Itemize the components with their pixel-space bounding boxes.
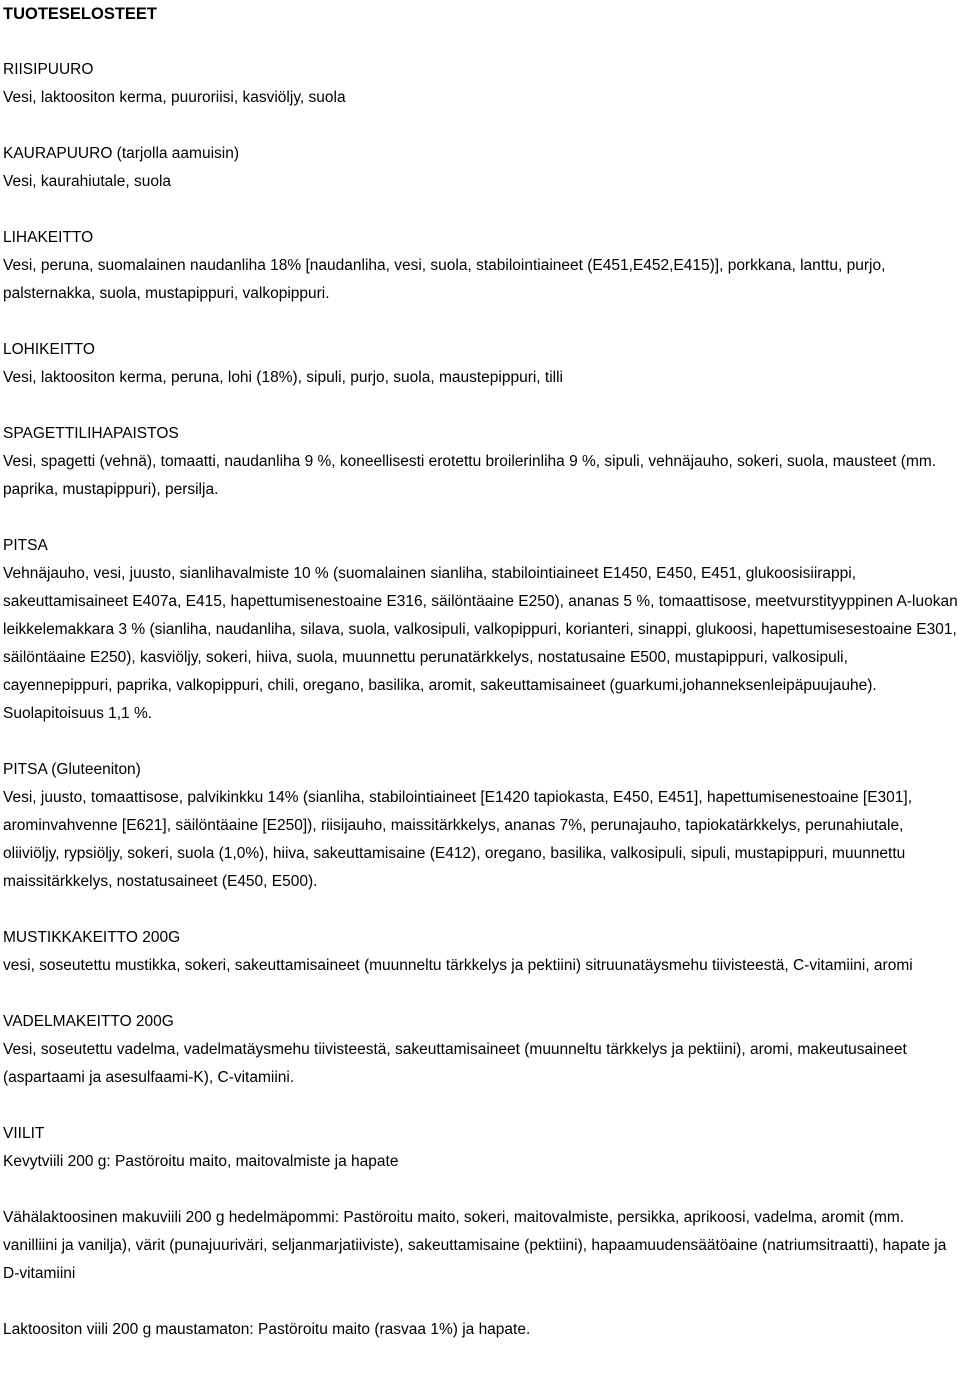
product-section	[3, 1120, 958, 1344]
product-section	[3, 532, 958, 728]
product-name: PITSA	[3, 537, 48, 554]
product-section	[3, 140, 958, 196]
ingredient-list: Vesi, soseutettu vadelma, vadelmatäysmehu tiivisteestä, sakeuttamisaineet (muunneltu tärkkelys ja pektiini), aromi, makeutusaineet (aspartaami ja asesulfaami-K), C-vitamiini.	[3, 1041, 907, 1086]
product-section	[3, 924, 958, 980]
ingredient-list: Vesi, kaurahiutale, suola	[3, 173, 172, 190]
product-name: VADELMAKEITTO 200G	[3, 1013, 174, 1030]
ingredient-list: Vesi, laktoositon kerma, peruna, lohi (18%), sipuli, purjo, suola, maustepippuri, tilli	[3, 369, 563, 386]
ingredient-list: Vesi, peruna, suomalainen naudanliha 18% [naudanliha, vesi, suola, stabilointiaineet (E451,E452,E415)], porkkana, lanttu, purjo, palsternakka, suola, mustapippuri, valkopippuri.	[3, 257, 886, 302]
product-section	[3, 336, 958, 392]
product-name: SPAGETTILIHAPAISTOS	[3, 425, 179, 442]
product-name: LIHAKEITTO	[3, 229, 94, 246]
product-name: RIISIPUURO	[3, 61, 94, 78]
ingredient-list: vesi, soseutettu mustikka, sokeri, sakeuttamisaineet (muunneltu tärkkelys ja pektiini) sitruunatäysmehu tiivisteestä, C-vitamiini, aromi	[3, 957, 913, 974]
product-section	[3, 420, 958, 504]
ingredient-list: Vähälaktoosinen makuviili 200 g hedelmäpommi: Pastöroitu maito, sokeri, maitovalmiste, persikka, aprikoosi, vadelma, aromit (mm. vanilliini ja vanilja), värit (punajuuriväri, seljanmarjatiiviste), sakeuttamisaine (pektiini), hapaamuudensäätöaine (natriumsitraatti), hapate ja D-vitamiini	[3, 1209, 947, 1282]
ingredient-list: Laktoositon viili 200 g maustamaton: Pastöroitu maito (rasvaa 1%) ja hapate.	[3, 1321, 531, 1338]
ingredient-list: Kevytviili 200 g: Pastöroitu maito, maitovalmiste ja hapate	[3, 1153, 399, 1170]
product-section	[3, 56, 958, 112]
product-section	[3, 1008, 958, 1092]
ingredient-list: Vesi, laktoositon kerma, puuroriisi, kasviöljy, suola	[3, 89, 346, 106]
product-name: VIILIT	[3, 1125, 45, 1142]
product-name: MUSTIKKAKEITTO 200G	[3, 929, 181, 946]
document-title: TUOTESELOSTEET	[3, 5, 158, 23]
product-name: LOHIKEITTO	[3, 341, 95, 358]
product-name: KAURAPUURO (tarjolla aamuisin)	[3, 145, 240, 162]
product-section	[3, 756, 958, 896]
ingredient-list: Vesi, juusto, tomaattisose, palvikinkku 14% (sianliha, stabilointiaineet [E1420 tapiokasta, E450, E451], hapettumisenestoaine [E301], arominvahvenne [E621], säilöntäaine [E250]), riisijauho, maissitärkkelys, ananas 7%, perunajauho, tapiokatärkkelys, perunahiutale, oliiviöljy, rypsiöljy, sokeri, suola (1,0%), hiiva, sakeuttamisaine (E412), oregano, basilika, valkosipuli, sipuli, mustapippuri, muunnettu maissitärkkelys, nostatusaineet (E450, E500).	[3, 789, 913, 890]
ingredient-list: Vesi, spagetti (vehnä), tomaatti, naudanliha 9 %, koneellisesti erotettu broilerinliha 9 %, sipuli, vehnäjauho, sokeri, suola, mausteet (mm. paprika, mustapippuri), persilja.	[3, 453, 937, 498]
ingredient-list: Vehnäjauho, vesi, juusto, sianlihavalmiste 10 % (suomalainen sianliha, stabilointiaineet E1450, E450, E451, glukoosisiirappi, sakeuttamisaineet E407a, E415, hapettumisenestoaine E316, säilöntäaine E250), ananas 5 %, tomaattisose, meetvurstityyppinen A-luokan leikkelemakkara 3 % (sianliha, naudanliha, silava, suola, valkosipuli, valkopippuri, korianteri, sinappi, glukoosi, hapettumisesestoaine E301, säilöntäaine E250), kasviöljy, sokeri, hiiva, suola, muunnettu perunatärkkelys, nostatusaine E500, mustapippuri, valkosipuli, cayennepippuri, paprika, valkopippuri, chili, oregano, basilika, aromit, sakeuttamisaineet (guarkumi,johanneksenleipäpuujauhe). Suolapitoisuus 1,1 %.	[3, 565, 958, 722]
product-section	[3, 224, 958, 308]
product-name: PITSA (Gluteeniton)	[3, 761, 141, 778]
sections-container	[3, 56, 958, 1344]
document	[3, 0, 958, 1344]
